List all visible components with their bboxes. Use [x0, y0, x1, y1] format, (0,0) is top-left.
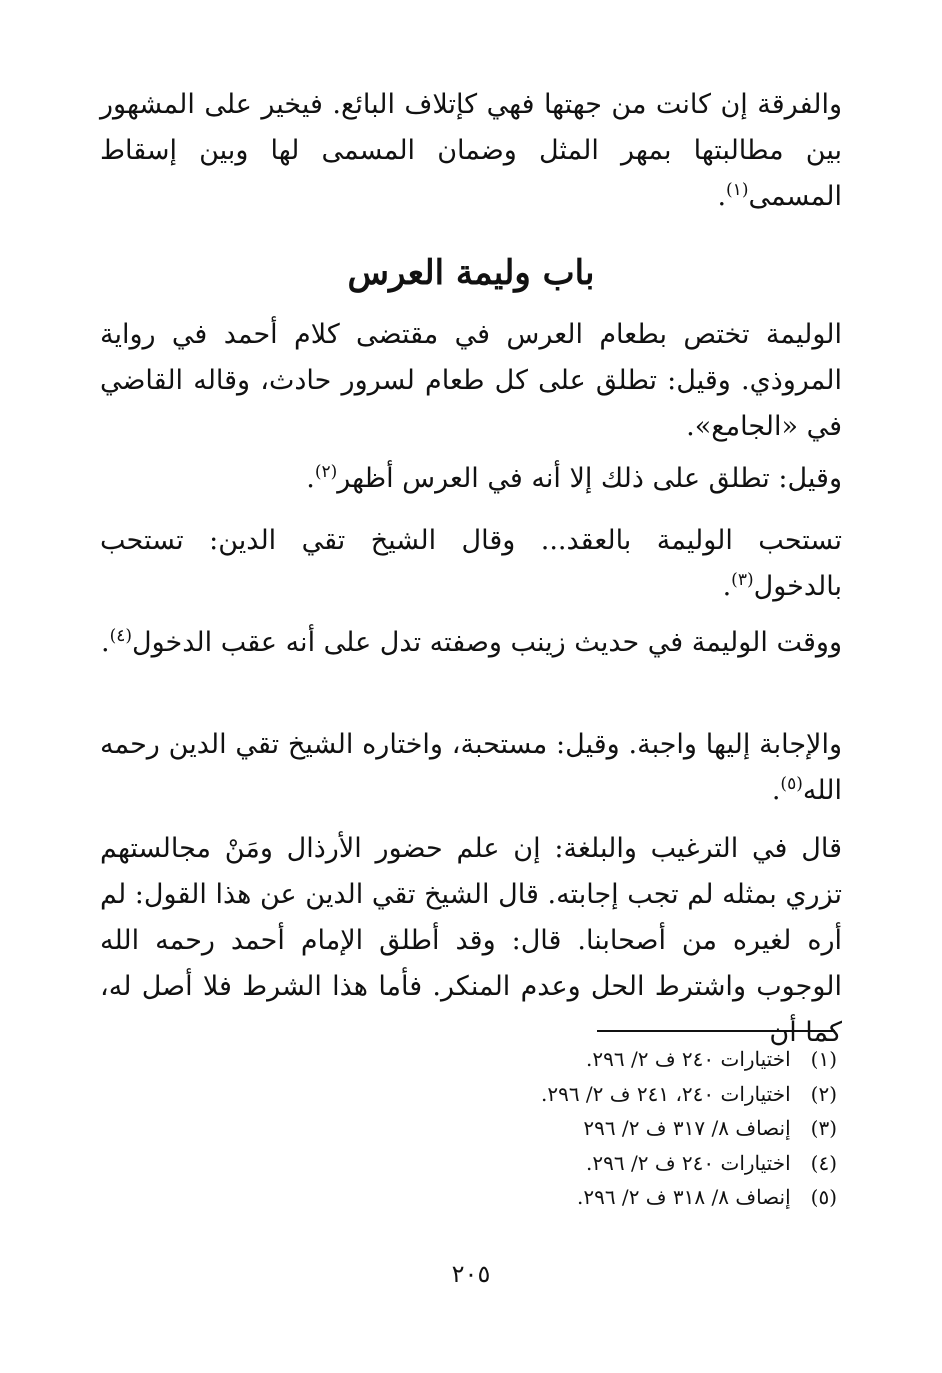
footnote-ref-3: (٣): [731, 570, 754, 590]
footnotes: [317, 1042, 837, 1215]
section-heading: باب وليمة العرس: [347, 253, 595, 293]
paragraph-targheeb-quote: قال في الترغيب والبلغة: إن علم حضور الأرذال ومَنْ مجالستهم تزري بمثله لم تجب إجابته. قال الشيخ تقي الدين عن هذا القول: لم أره لغيره من أصحابنا. قال: وقد أطلق الإمام أحمد رحمه الله الوجوب واشترط الحل وعدم المنكر. فأما هذا الشرط فلا أصل له، كما أن: [100, 833, 842, 1048]
paragraph-invitation-ruling: والإجابة إليها واجبة. وقيل: مستحبة، واختاره الشيخ تقي الدين رحمه الله$^{(٥)}$.: [100, 729, 842, 806]
paragraph-walima-alt-view: وقيل: تطلق على ذلك إلا أنه في العرس أظهر$^{(٢)}$.: [306, 462, 842, 494]
footnote-4: (٤) اختيارات ٢٤٠ ف ٢/ ٢٩٦.: [586, 1150, 837, 1175]
footnote-2: (٢) اختيارات ٢٤٠، ٢٤١ ف ٢/ ٢٩٦.: [540, 1081, 837, 1106]
footnote-ref-5: (٥): [780, 774, 803, 794]
paragraph-walima-definition: الوليمة تختص بطعام العرس في مقتضى كلام أحمد في رواية المروذي. وقيل: تطلق على كل طعام لسرور حادث، وقاله القاضي في «الجامع».: [100, 319, 842, 442]
footnote-divider: [597, 1030, 835, 1032]
page-number: ٢٠٥: [451, 1260, 491, 1288]
paragraph-walima-timing-zaynab: ووقت الوليمة في حديث زينب وصفته تدل على أنه عقب الدخول$^{(٤)}$.: [100, 626, 842, 658]
paragraph-dissolution: والفرقة إن كانت من جهتها فهي كإتلاف البائع. فيخير على المشهور بين مطالبتها بمهر المثل وضمان المسمى لها وبين إسقاط المسمى$^{(١)}$.: [100, 89, 842, 212]
footnote-ref-1: (١): [726, 180, 749, 200]
footnote-ref-2: (٢): [314, 462, 338, 482]
footnote-ref-4: (٤): [109, 626, 132, 646]
footnote-5: (٥) إنصاف ٨/ ٣١٨ ف ٢/ ٢٩٦.: [576, 1185, 837, 1209]
paragraph-walima-timing-contract: تستحب الوليمة بالعقد... وقال الشيخ تقي الدين: تستحب بالدخول$^{(٣)}$.: [100, 525, 842, 602]
footnote-1: (١) اختيارات ٢٤٠ ف ٢/ ٢٩٦.: [586, 1047, 837, 1071]
footnote-3: (٣) إنصاف ٨/ ٣١٧ ف ٢/ ٢٩٦: [583, 1116, 837, 1140]
